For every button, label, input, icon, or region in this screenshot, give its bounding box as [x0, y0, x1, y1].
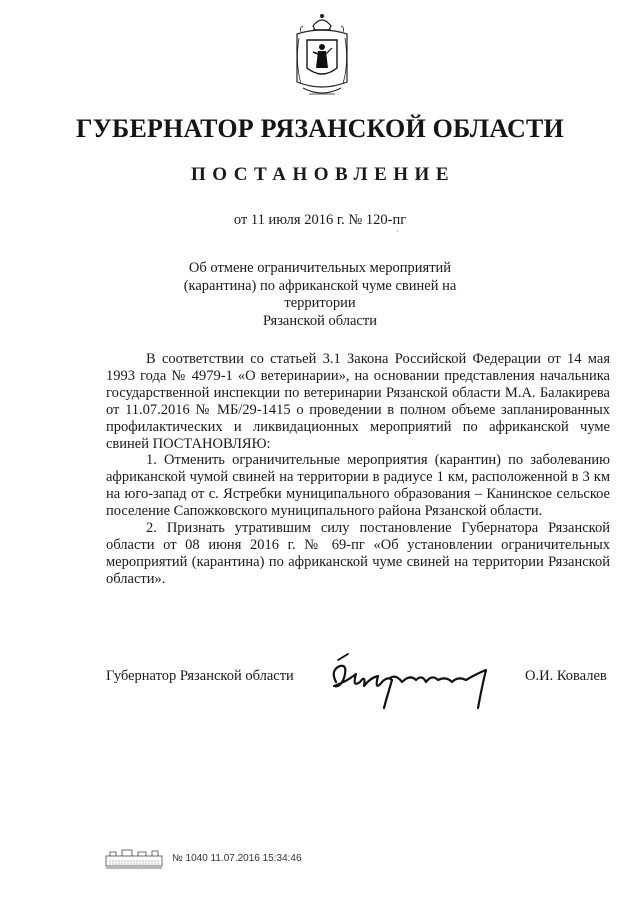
document-type: ПОСТАНОВЛЕНИЕ — [190, 164, 456, 185]
signatory-position: Губернатор Рязанской области — [106, 668, 294, 684]
body-paragraph-item-2: 2. Признать утратившим силу постановление Губернатора Рязанской области от 08 июня 2016 г. № 69-пг «Об установлении ограничительных мероприятий (карантина) по африканской чуме свиней на территории Рязанской области». — [106, 520, 610, 587]
registration-stamp: № 1040 11.07.2016 15:34:46 — [172, 853, 302, 864]
coat-of-arms-icon — [291, 12, 353, 104]
pen-mark: ˊ — [396, 229, 399, 239]
body-paragraph-item-1: 1. Отменить ограничительные мероприятия (карантин) по заболеванию африканской чумой свиней на территории в радиусе 1 км, расположенной в 3 км на юго-запад от с. Ястребки муниципального образования – Канинское сельское поселение Сапожковского муниципального района Рязанской области. — [106, 452, 610, 520]
issuer-title: ГУБЕРНАТОР РЯЗАНСКОЙ ОБЛАСТИ — [76, 114, 564, 143]
registry-stamp-icon — [104, 848, 164, 870]
subject-line: Рязанской области — [263, 312, 377, 329]
document-date-number: от 11 июля 2016 г. № 120-пг — [233, 212, 407, 228]
subject-line: (карантина) по африканской чуме свиней на территории — [183, 277, 457, 311]
document-subject — [150, 260, 490, 330]
subject-line: Об отмене ограничительных мероприятий — [188, 260, 452, 276]
signatory-name: О.И. Ковалев — [525, 668, 607, 684]
handwritten-signature — [326, 652, 502, 710]
body-paragraph-preamble: В соответствии со статьей 3.1 Закона Российской Федерации от 14 мая 1993 года № 4979-1 «О ветеринарии», на основании представления начальника государственной инспекции по ветеринарии Рязанской области М.А. Балакирева от 11.07.2016 № МБ/29-1415 о проведении в полном объеме запланированных профилактических и ликвидационных мероприятий по африканской чуме свиней ПОСТАНОВЛЯЮ: — [106, 351, 610, 452]
document-body — [106, 351, 610, 588]
